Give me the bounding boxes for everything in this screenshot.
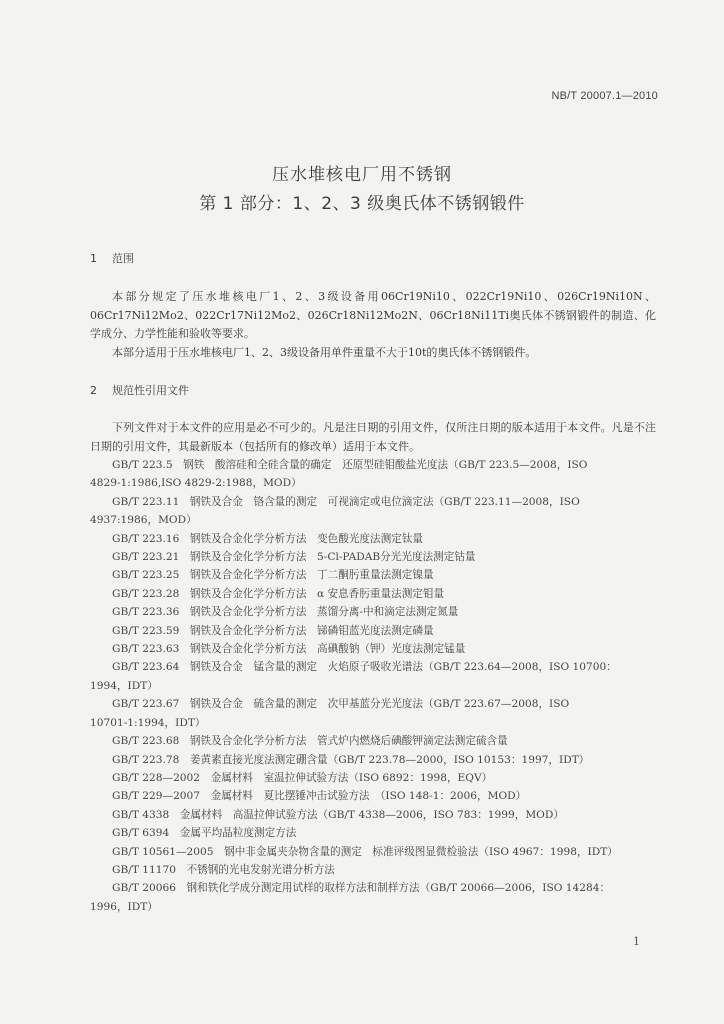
section-1-title: 范围 — [112, 252, 134, 265]
reference-item: GB/T 10561—2005 钢中非金属夹杂物含量的测定 标准评级图显微检验法（ISO 4967：1998，IDT） — [112, 845, 618, 858]
reference-item: GB/T 11170 不锈钢的光电发射光谱分析方法 — [112, 863, 335, 876]
reference-list — [90, 456, 656, 916]
section-2-title: 规范性引用文件 — [112, 384, 189, 397]
reference-item: GB/T 223.64 钢铁及合金 锰含量的测定 火焰原子吸收光谱法（GB/T 223.64—2008，ISO 10700： 1994，IDT） — [90, 661, 617, 692]
reference-item: GB/T 223.68 钢铁及合金化学分析方法 管式炉内燃烧后碘酸钾滴定法测定硫含量 — [112, 735, 508, 748]
reference-item: GB/T 223.25 钢铁及合金化学分析方法 丁二酮肟重量法测定镍量 — [112, 569, 434, 582]
reference-item: GB/T 4338 金属材料 高温拉伸试验方法（GB/T 4338—2006，ISO 783：1999，MOD） — [112, 808, 564, 821]
reference-item: GB/T 223.63 钢铁及合金化学分析方法 高碘酸钠（钾）光度法测定锰量 — [112, 643, 466, 656]
reference-item: GB/T 223.78 姜黄素直接光度法测定硼含量（GB/T 223.78—2000，ISO 10153：1997，IDT） — [112, 753, 590, 766]
section-1-paragraph: 本部分规定了压水堆核电厂1、2、3级设备用06Cr19Ni10、022Cr19Ni10、026Cr19Ni10N、06Cr17Ni12Mo2、022Cr17Ni12Mo2、026Cr18Ni12Mo2N、06Cr18Ni11Ti奥氏体不锈钢锻件的制造、化学成分、力学性能和验收等要求。 — [90, 290, 656, 340]
document-title-line2: 第 1 部分：1、2、3 级奥氏体不锈钢锻件 — [199, 194, 525, 214]
reference-item: GB/T 223.59 钢铁及合金化学分析方法 锑磷钼蓝光度法测定磷量 — [112, 624, 434, 637]
reference-item: GB/T 223.21 钢铁及合金化学分析方法 5-Cl-PADAB分光光度法测定钴量 — [112, 551, 476, 564]
reference-item: GB/T 223.5 钢铁 酸溶硅和全硅含量的确定 还原型硅钼酸盐光度法（GB/T 223.5—2008，ISO 4829-1:1986,ISO 4829-2:1988，MOD） — [90, 459, 588, 490]
reference-item: GB/T 223.16 钢铁及合金化学分析方法 变色酸光度法测定钛量 — [112, 532, 423, 545]
reference-item: GB/T 223.28 钢铁及合金化学分析方法 α 安息香肟重量法测定钼量 — [112, 587, 445, 600]
section-2-number: 2 — [90, 384, 97, 397]
page-number: 1 — [633, 935, 640, 948]
reference-item: GB/T 228—2002 金属材料 室温拉伸试验方法（ISO 6892：1998，EQV） — [112, 771, 493, 784]
section-2-heading — [90, 382, 189, 398]
reference-item: GB/T 20066 钢和铁化学成分测定用试样的取样方法和制样方法（GB/T 20066—2006，ISO 14284： 1996，IDT） — [90, 882, 611, 913]
reference-item: GB/T 223.11 钢铁及合金 铬含量的测定 可视滴定或电位滴定法（GB/T 223.11—2008，ISO 4937:1986，MOD） — [90, 495, 580, 527]
reference-item: GB/T 229—2007 金属材料 夏比摆锤冲击试验方法 （ISO 148-1：2006，MOD） — [112, 790, 527, 803]
standard-code: NB/T 20007.1—2010 — [551, 90, 658, 102]
reference-item: GB/T 223.36 钢铁及合金化学分析方法 蒸馏分离-中和滴定法测定氮量 — [112, 606, 459, 619]
section-1-number: 1 — [90, 252, 97, 265]
section-1-body — [90, 288, 656, 362]
reference-item: GB/T 6394 金属平均晶粒度测定方法 — [112, 827, 297, 840]
section-2-intro-text: 下列文件对于本文件的应用是必不可少的。凡是注日期的引用文件，仅所注日期的版本适用于本文件。凡是不注日期的引用文件，其最新版本（包括所有的修改单）适用于本文件。 — [90, 421, 656, 453]
section-2-intro — [90, 419, 656, 456]
section-1-heading — [90, 250, 134, 266]
section-1-paragraph: 本部分适用于压水堆核电厂1、2、3级设备用单件重量不大于10t的奥氏体不锈钢锻件。 — [112, 345, 537, 359]
document-title-line1: 压水堆核电厂用不锈钢 — [272, 165, 452, 185]
reference-item: GB/T 223.67 钢铁及合金 硫含量的测定 次甲基蓝分光光度法（GB/T 223.67—2008，ISO 10701-1:1994，IDT） — [90, 698, 570, 729]
